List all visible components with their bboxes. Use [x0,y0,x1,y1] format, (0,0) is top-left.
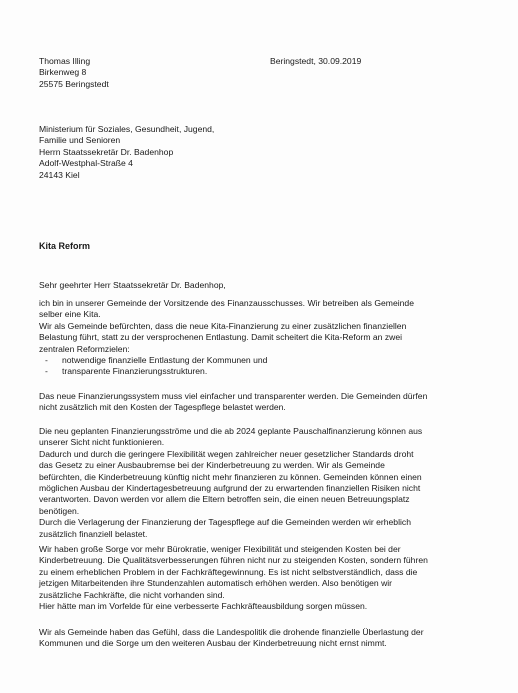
letter-subject: Kita Reform [39,241,91,251]
list-item [39,355,489,366]
paragraph-finance-system [39,391,489,414]
text-line: Wir haben große Sorge vor mehr Bürokratie, weniger Flexibilität und steigenden Kosten bei der [39,544,401,554]
paragraph-funding-flows [39,426,489,540]
sender-address [39,56,489,90]
text-line: Hier hätte man im Vorfelde für eine verbesserte Fachkräfteausbildung sorgen müssen. [39,601,368,612]
text-line: nicht zusätzlich mit den Kosten der Tagespflege belastet werden. [39,402,286,413]
list-item-text: transparente Finanzierungsstrukturen. [62,366,208,377]
text-line: jetzigen Mitarbeitenden ihre Stundenzahlen automatisch erhöhen werden. Also benötigen wir [39,578,393,589]
text-line: Wir als Gemeinde befürchten, dass die neue Kita-Finanzierung zu einer zusätzlichen finanziellen [39,320,407,331]
text-line: Belastung führt, statt zu der versprochenen Entlastung. Damit scheitert die Kita-Reform an zwei [39,332,403,343]
text-line: zusätzliche Fachkräfte, die nicht vorhanden sind. [39,589,225,600]
paragraph-bureaucracy [39,544,489,612]
recipient-line: Ministerium für Soziales, Gesundheit, Jugend, [39,124,215,134]
text-line: zu einem erheblichen Problem in der Fachkräftegewinnung. Es ist nicht selbstverständlich, dass die [39,566,418,577]
dash-bullet: - [45,355,48,365]
text-line: zentralen Reformzielen: [39,343,130,354]
letter-salutation: Sehr geehrter Herr Staatssekretär Dr. Badenhop, [39,280,226,290]
paragraph-intro [39,298,489,355]
text-line: Kinderbetreuung. Die Qualitätsverbesserungen führen nicht nur zu steigenden Kosten, sondern führen [39,555,428,566]
letter-date: Beringstedt, 30.09.2019 [270,56,362,66]
reform-goals-list [39,355,489,378]
text-line: Das neue Finanzierungssystem muss viel einfacher und transparenter werden. Die Gemeinden dürfen [39,391,428,401]
sender-name: Thomas Illing [39,56,91,66]
list-item-text: notwendige finanzielle Entlastung der Kommunen und [62,355,268,365]
text-line: selber eine Kita. [39,309,101,320]
paragraph-closing [39,627,489,650]
text-line: Wir als Gemeinde haben das Gefühl, dass die Landespolitik die drohende finanzielle Überlastung der [39,627,424,637]
text-line: benötigen. [39,505,80,516]
recipient-line: Herrn Staatssekretär Dr. Badenhop [39,146,174,157]
list-item [39,366,489,377]
recipient-line: Adolf-Westphal-Straße 4 [39,158,133,169]
text-line: Die neu geplanten Finanzierungsströme und die ab 2024 geplante Pauschalfinanzierung können aus [39,426,423,436]
recipient-line: 24143 Kiel [39,169,80,180]
sender-city: 25575 Beringstedt [39,78,109,89]
recipient-address [39,124,489,181]
recipient-line: Familie und Senioren [39,135,121,146]
text-line: Durch die Verlagerung der Finanzierung der Tagespflege auf die Gemeinden werden wir erheblich [39,517,411,528]
text-line: zusätzlich finanziell belastet. [39,528,148,539]
dash-bullet: - [45,366,48,377]
text-line: verantworten. Davon werden vor allem die Eltern betroffen sein, die einen neuen Betreuungsplatz [39,494,410,505]
text-line: möglichen Ausbau der Kindertagesbetreuung aufgrund der zu erwartenden finanziellen Risiken nicht [39,483,421,494]
text-line: befürchten, die Kinderbetreuung künftig nicht mehr finanzieren zu können. Gemeinden können einen [39,471,422,482]
sender-street: Birkenweg 8 [39,67,87,78]
text-line: unserer Sicht nicht funktionieren. [39,437,165,448]
text-line: Dadurch und durch die geringere Flexibilität wegen zahlreicher neuer gesetzlicher Standards droht [39,448,414,459]
text-line: das Gesetz zu einer Ausbaubremse bei der Kinderbetreuung zu werden. Wir als Gemeinde [39,460,385,471]
text-line: Kommunen und die Sorge um den weiteren Ausbau der Kinderbetreuung nicht ernst nimmt. [39,638,387,649]
text-line: ich bin in unserer Gemeinde der Vorsitzende des Finanzausschusses. Wir betreiben als Gemeinde [39,298,414,308]
